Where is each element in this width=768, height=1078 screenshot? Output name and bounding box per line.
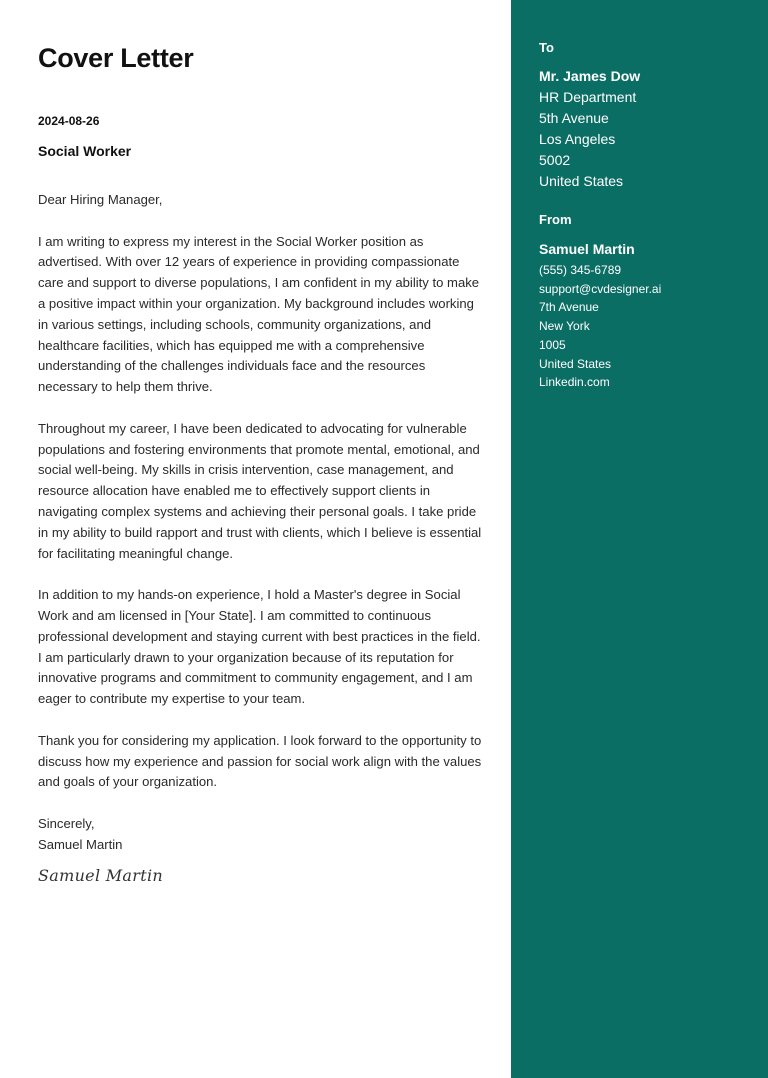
from-heading: From (539, 212, 572, 227)
recipient-name: Mr. James Dow (539, 68, 641, 84)
sender-country: United States (539, 356, 612, 371)
paragraph-3: In addition to my hands-on experience, I hold a Master's degree in Social Work and am licensed in [Your State]. I am committed to continuous professional development and staying current with best practices in the field. I am particularly drawn to your organization because of its reputation for innovative programs and commitment to community engagement, and I am eager to contribute my expertise to your team. (38, 587, 481, 707)
closing-block (38, 814, 486, 888)
sender-email[interactable]: support@cvdesigner.ai (539, 281, 662, 296)
recipient-country: United States (539, 173, 624, 189)
paragraph-1: I am writing to express my interest in the Social Worker position as advertised. With over 12 years of experience in providing compassionate care and support to diverse populations, I am confident in my ability to make a positive impact within your organization. My background includes working in various settings, including schools, community organizations, and healthcare facilities, which has equipped me with a comprehensive understanding of the challenges individuals face and the resources necessary to help them thrive. (38, 233, 480, 395)
letter-body (38, 190, 486, 888)
sender-street: 7th Avenue (539, 300, 599, 315)
page-title: Cover Letter (38, 43, 194, 73)
sender-city: New York (539, 319, 590, 334)
signature: Samuel Martin (38, 865, 163, 885)
recipient-street: 5th Avenue (539, 110, 609, 126)
sender-zip: 1005 (539, 337, 566, 352)
paragraph-2: Throughout my career, I have been dedicated to advocating for vulnerable populations and fostering environments that promote mental, emotional, and social well-being. My skills in crisis intervention, case management, and resource allocation have enabled me to effectively support clients in navigating complex systems and achieving their personal goals. I take pride in my ability to build rapport and trust with clients, which I believe is essential for facilitating meaningful change. (38, 420, 482, 561)
contact-sidebar (511, 0, 768, 1078)
paragraph-4: Thank you for considering my application. I look forward to the opportunity to discuss how my experience and passion for social work align with the values and goals of your organization. (38, 732, 482, 790)
to-heading: To (539, 40, 554, 55)
sender-block-name: Samuel Martin (539, 241, 635, 257)
position-title: Social Worker (38, 143, 132, 159)
sender-name: Samuel Martin (38, 836, 123, 852)
recipient-department: HR Department (539, 89, 637, 105)
sender-linkedin[interactable]: Linkedin.com (539, 375, 610, 390)
recipient-zip: 5002 (539, 152, 571, 168)
recipient-city: Los Angeles (539, 131, 616, 147)
closing-phrase: Sincerely, (38, 815, 95, 831)
sender-block (539, 239, 661, 392)
recipient-block (539, 66, 640, 192)
sender-phone: (555) 345-6789 (539, 263, 622, 277)
letter-date: 2024-08-26 (38, 114, 100, 128)
greeting: Dear Hiring Manager, (38, 192, 163, 207)
